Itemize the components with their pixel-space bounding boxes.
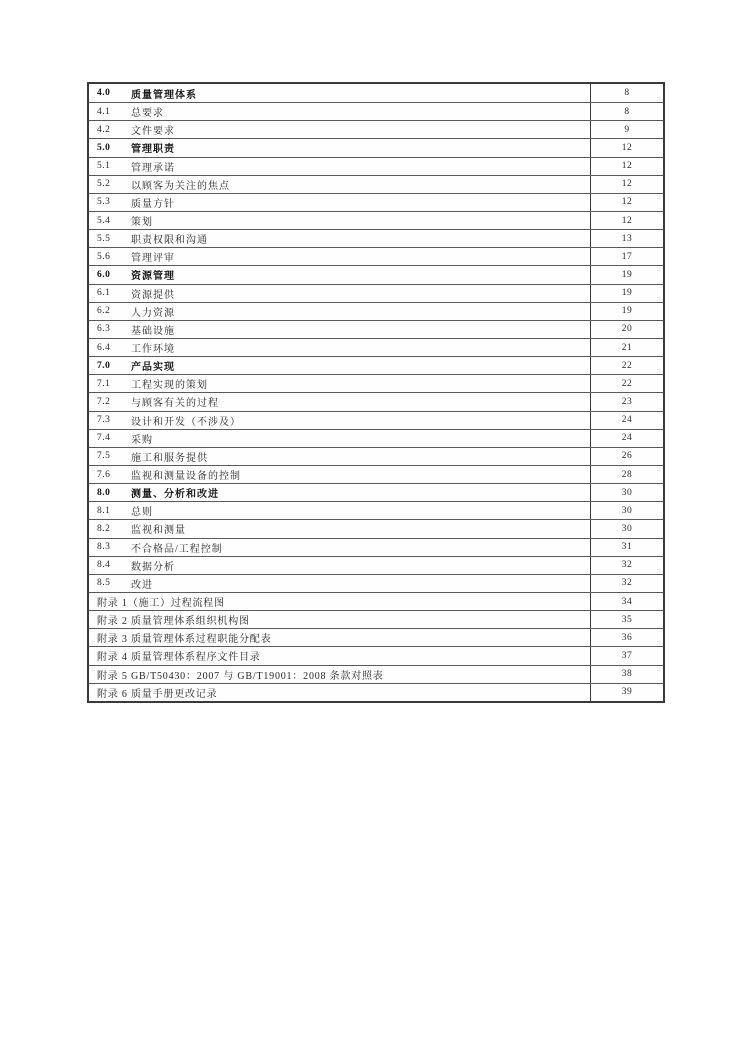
toc-row: [89, 683, 663, 701]
toc-page-number: 32: [621, 578, 633, 589]
toc-item-title: 附录 6 质量手册更改记录: [97, 688, 218, 700]
toc-item-number: 4.0: [97, 88, 111, 99]
toc-item-cell: [89, 666, 591, 683]
toc-row: [89, 265, 663, 283]
toc-item-title: 工作环境: [131, 344, 175, 356]
toc-item-number: 5.1: [97, 161, 111, 172]
toc-row: [89, 247, 663, 265]
toc-item-title: 文件要求: [131, 126, 175, 138]
toc-item-cell: [89, 393, 591, 410]
toc-item-cell: [89, 520, 591, 537]
toc-item-cell: [89, 303, 591, 320]
toc-page-number: 34: [621, 596, 633, 607]
toc-item-title: 改进: [131, 579, 153, 591]
toc-item-cell: [89, 176, 591, 193]
toc-item-title: 管理职责: [131, 144, 175, 156]
toc-item-title: 与顾客有关的过程: [131, 398, 219, 410]
toc-item-cell: [89, 375, 591, 392]
toc-page-number: 12: [621, 161, 633, 172]
toc-row: [89, 284, 663, 302]
toc-item-number: 7.0: [97, 360, 111, 371]
toc-item-title: 测量、分析和改进: [131, 489, 219, 501]
toc-item-cell: [89, 248, 591, 265]
toc-table: [87, 82, 665, 703]
toc-item-cell: [89, 212, 591, 229]
toc-item-title: 产品实现: [131, 362, 175, 374]
toc-item-cell: [89, 684, 591, 701]
toc-item-cell: [89, 266, 591, 283]
toc-item-title: 质量方针: [131, 198, 175, 210]
toc-item-title: 附录 5 GB/T50430：2007 与 GB/T19001：2008 条款对照表: [97, 670, 384, 682]
toc-row: [89, 302, 663, 320]
toc-item-number: 6.3: [97, 324, 111, 335]
toc-row: [89, 211, 663, 229]
toc-row: [89, 483, 663, 501]
toc-row: [89, 193, 663, 211]
toc-row: [89, 392, 663, 410]
toc-item-number: 5.6: [97, 251, 111, 262]
toc-page-number: 39: [621, 687, 633, 698]
toc-page-number: 37: [621, 650, 633, 661]
toc-item-cell: [89, 139, 591, 156]
toc-page-number: 32: [621, 560, 633, 571]
toc-page-number: 12: [621, 215, 633, 226]
toc-item-number: 6.2: [97, 306, 111, 317]
toc-row: [89, 646, 663, 664]
toc-item-number: 5.2: [97, 179, 111, 190]
toc-item-title: 监视和测量设备的控制: [131, 471, 241, 483]
toc-item-cell: [89, 466, 591, 483]
toc-row: [89, 374, 663, 392]
toc-item-cell: [89, 84, 591, 102]
toc-page-number: 8: [624, 106, 630, 117]
toc-item-title: 附录 4 质量管理体系程序文件目录: [97, 652, 261, 664]
toc-row: [89, 429, 663, 447]
toc-page-number: 8: [624, 88, 630, 99]
toc-page-number: 22: [621, 378, 633, 389]
toc-item-number: 8.5: [97, 578, 111, 589]
toc-item-title: 质量管理体系: [131, 89, 197, 101]
toc-item-cell: [89, 121, 591, 138]
toc-item-title: 采购: [131, 434, 153, 446]
toc-item-cell: [89, 502, 591, 519]
toc-row: [89, 538, 663, 556]
toc-row: [89, 175, 663, 193]
toc-item-title: 施工和服务提供: [131, 452, 208, 464]
toc-item-number: 8.4: [97, 560, 111, 571]
toc-item-cell: [89, 230, 591, 247]
toc-item-title: 总则: [131, 507, 153, 519]
toc-page-number: 30: [621, 523, 633, 534]
toc-page-number: 20: [621, 324, 633, 335]
toc-page-number: 21: [621, 342, 633, 353]
toc-row: [89, 628, 663, 646]
toc-row: [89, 320, 663, 338]
toc-item-cell: [89, 629, 591, 646]
toc-item-cell: [89, 484, 591, 501]
toc-row: [89, 356, 663, 374]
toc-item-title: 附录 2 质量管理体系组织机构图: [97, 616, 250, 628]
toc-row: [89, 138, 663, 156]
toc-page-number: 30: [621, 505, 633, 516]
toc-item-title: 总要求: [131, 108, 164, 120]
toc-row: [89, 411, 663, 429]
toc-item-cell: [89, 557, 591, 574]
toc-item-number: 5.5: [97, 233, 111, 244]
toc-item-number: 5.3: [97, 197, 111, 208]
toc-item-title: 监视和测量: [131, 525, 186, 537]
toc-item-title: 设计和开发（不涉及）: [131, 416, 241, 428]
toc-page-number: 30: [621, 487, 633, 498]
toc-row: [89, 120, 663, 138]
toc-page-number: 31: [621, 542, 633, 553]
toc-item-cell: [89, 575, 591, 592]
toc-page-number: 28: [621, 469, 633, 480]
toc-item-number: 7.2: [97, 396, 111, 407]
toc-item-cell: [89, 593, 591, 610]
toc-item-number: 8.2: [97, 523, 111, 534]
toc-page-number: 19: [621, 288, 633, 299]
toc-page-number: 38: [621, 669, 633, 680]
toc-page-number: 22: [621, 360, 633, 371]
toc-row: [89, 338, 663, 356]
toc-page-number: 26: [621, 451, 633, 462]
toc-row: [89, 556, 663, 574]
toc-item-number: 6.1: [97, 288, 111, 299]
toc-row: [89, 665, 663, 683]
toc-item-title: 策划: [131, 217, 153, 229]
toc-item-cell: [89, 412, 591, 429]
toc-item-cell: [89, 430, 591, 447]
toc-item-cell: [89, 194, 591, 211]
toc-item-number: 7.6: [97, 469, 111, 480]
toc-page-number: 9: [624, 124, 630, 135]
toc-item-title: 基础设施: [131, 325, 175, 337]
toc-item-cell: [89, 611, 591, 628]
toc-item-title: 不合格品/工程控制: [131, 543, 223, 555]
toc-item-number: 4.1: [97, 106, 111, 117]
toc-item-title: 资源提供: [131, 289, 175, 301]
toc-row: [89, 229, 663, 247]
toc-item-title: 管理评审: [131, 253, 175, 265]
toc-item-title: 数据分析: [131, 561, 175, 573]
toc-page-number: 12: [621, 197, 633, 208]
toc-item-cell: [89, 103, 591, 120]
toc-item-number: 6.0: [97, 269, 111, 280]
toc-item-title: 附录 1（施工）过程流程图: [97, 598, 225, 609]
toc-item-cell: [89, 647, 591, 664]
toc-item-number: 4.2: [97, 124, 111, 135]
toc-row: [89, 501, 663, 519]
toc-page-number: 17: [621, 251, 633, 262]
toc-row: [89, 610, 663, 628]
toc-row: [89, 447, 663, 465]
toc-item-cell: [89, 158, 591, 175]
toc-item-number: 7.4: [97, 433, 111, 444]
toc-row: [89, 102, 663, 120]
toc-item-number: 7.3: [97, 415, 111, 426]
toc-item-cell: [89, 357, 591, 374]
toc-item-number: 8.1: [97, 505, 111, 516]
toc-item-number: 7.5: [97, 451, 111, 462]
toc-page-number: 24: [621, 415, 633, 426]
toc-row: [89, 519, 663, 537]
toc-item-title: 资源管理: [131, 271, 175, 283]
toc-page-number: 35: [621, 614, 633, 625]
toc-item-cell: [89, 539, 591, 556]
toc-item-number: 8.3: [97, 542, 111, 553]
toc-row: [89, 84, 663, 102]
toc-page-number: 19: [621, 306, 633, 317]
toc-item-cell: [89, 339, 591, 356]
toc-page-number: 36: [621, 632, 633, 643]
toc-item-number: 5.4: [97, 215, 111, 226]
toc-row: [89, 592, 663, 610]
toc-item-number: 5.0: [97, 142, 111, 153]
toc-item-title: 人力资源: [131, 307, 175, 319]
toc-item-title: 职责权限和沟通: [131, 235, 208, 247]
toc-row: [89, 157, 663, 175]
toc-page-number: 12: [621, 179, 633, 190]
toc-row: [89, 574, 663, 592]
toc-page-number: 23: [621, 396, 633, 407]
toc-item-title: 工程实现的策划: [131, 380, 208, 392]
toc-page-number: 24: [621, 433, 633, 444]
toc-item-title: 附录 3 质量管理体系过程职能分配表: [97, 634, 272, 646]
toc-item-cell: [89, 321, 591, 338]
toc-item-title: 管理承诺: [131, 162, 175, 174]
toc-item-number: 6.4: [97, 342, 111, 353]
toc-page-number: 19: [621, 269, 633, 280]
toc-item-number: 8.0: [97, 487, 111, 498]
toc-item-cell: [89, 448, 591, 465]
toc-page-number: 13: [621, 233, 633, 244]
toc-page-number: 12: [621, 142, 633, 153]
toc-item-title: 以顾客为关注的焦点: [131, 180, 230, 192]
toc-row: [89, 465, 663, 483]
toc-item-cell: [89, 285, 591, 302]
toc-item-number: 7.1: [97, 378, 111, 389]
